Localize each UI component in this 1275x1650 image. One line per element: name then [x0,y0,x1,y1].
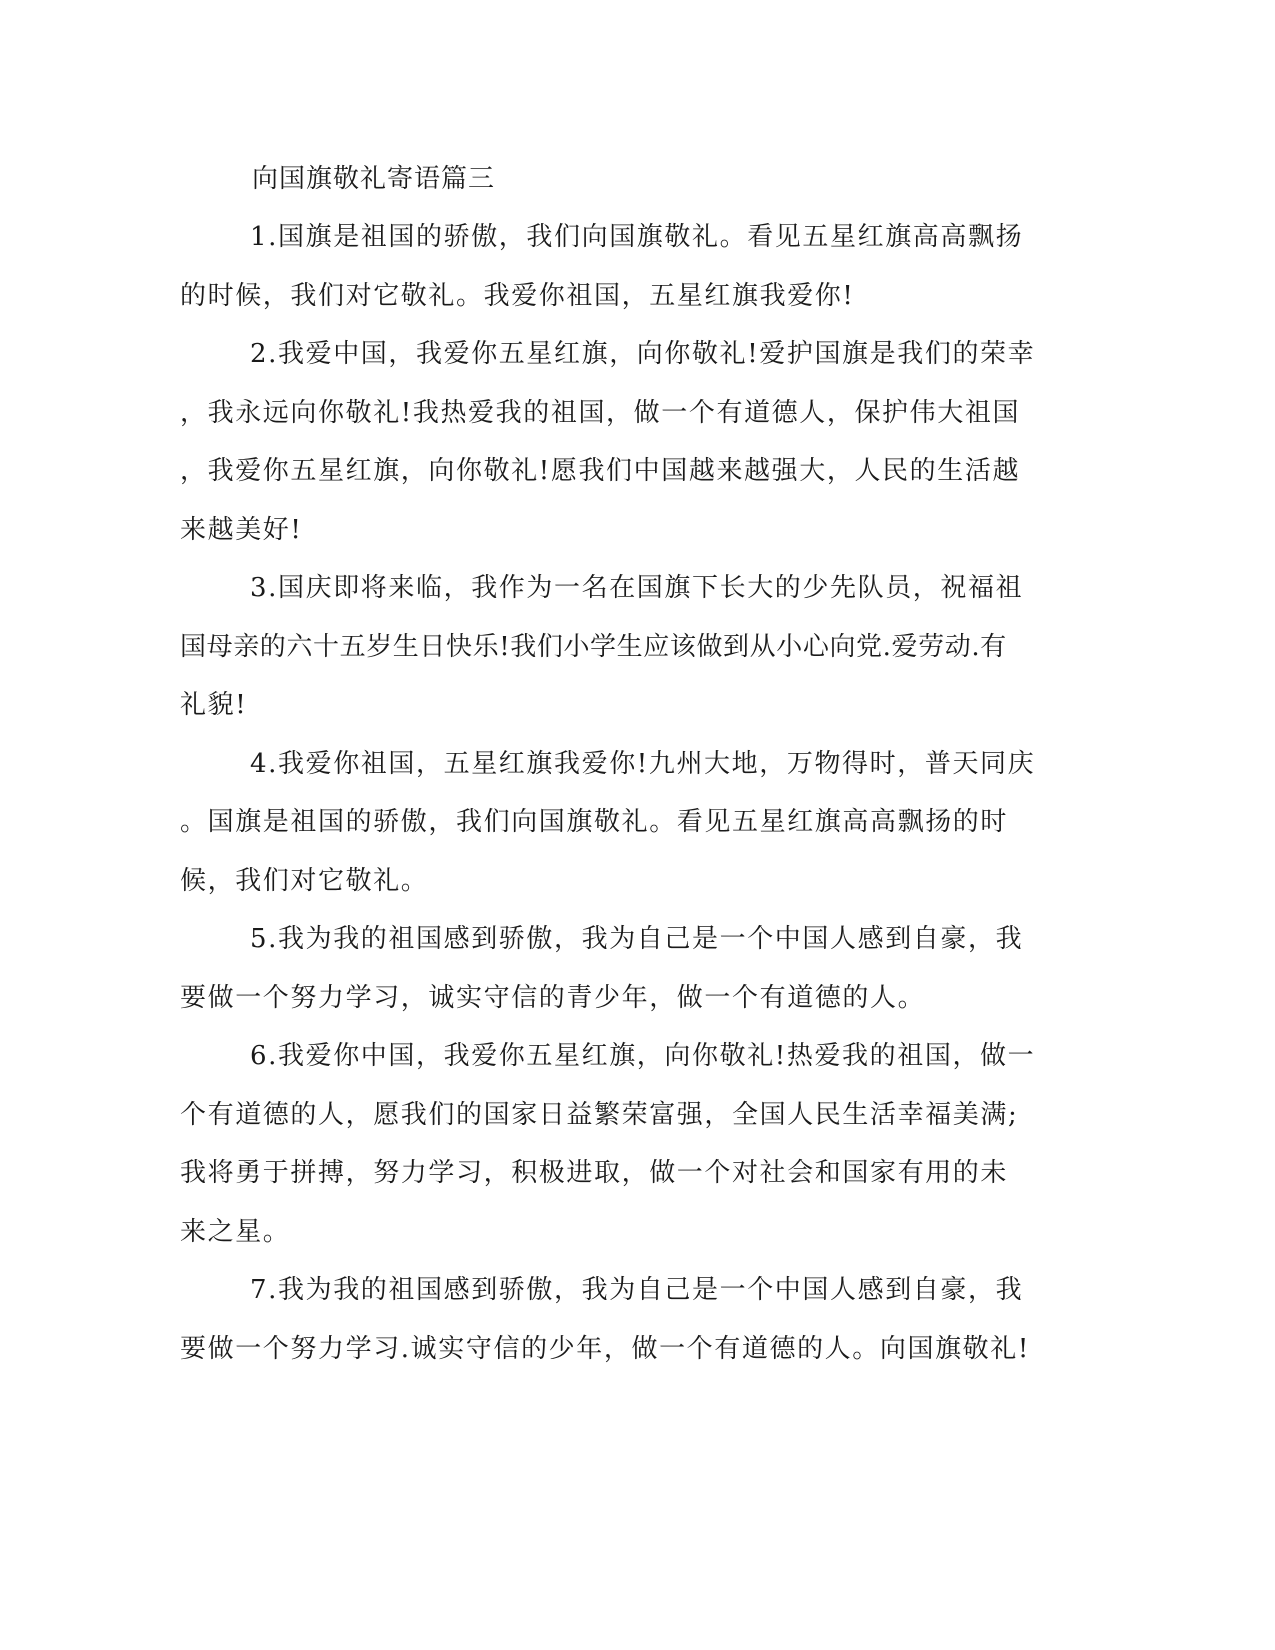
text-line: 3.国庆即将来临，我作为一名在国旗下长大的少先队员，祝福祖 [250,573,1024,603]
text-line: 国母亲的六十五岁生日快乐!我们小学生应该做到从小心向党.爱劳动.有 [180,631,1007,662]
text-line: ，我永远向你敬礼!我热爱我的祖国，做一个有道德人，保护伟大祖国 [180,397,1021,428]
text-line: 7.我为我的祖国感到骄傲，我为自己是一个中国人感到自豪，我 [250,1275,1024,1305]
text-line: 要做一个努力学习.诚实守信的少年，做一个有道德的人。向国旗敬礼! [180,1333,1030,1364]
text-line: 。国旗是祖国的骄傲，我们向国旗敬礼。看见五星红旗高高飘扬的时 [180,807,1009,837]
section-heading: 向国旗敬礼寄语篇三 [252,164,496,194]
paragraph-7 [180,1261,1040,1378]
text-line: 个有道德的人，愿我们的国家日益繁荣富强，全国人民生活幸福美满; [180,1099,1019,1130]
paragraph-3 [180,559,1040,735]
paragraph-5 [180,910,1040,1027]
text-line: 来之星。 [180,1216,291,1247]
paragraph-6 [180,1027,1040,1261]
text-line: 6.我爱你中国，我爱你五星红旗，向你敬礼!热爱我的祖国，做一 [250,1041,1036,1071]
paragraph-4 [180,735,1040,911]
text-line: 1.国旗是祖国的骄傲，我们向国旗敬礼。看见五星红旗高高飘扬 [250,222,1024,252]
text-line: 候，我们对它敬礼。 [180,865,429,896]
text-line: 5.我为我的祖国感到骄傲，我为自己是一个中国人感到自豪，我 [250,924,1024,954]
text-line: 2.我爱中国，我爱你五星红旗，向你敬礼!爱护国旗是我们的荣幸 [250,339,1036,369]
paragraph-2 [180,325,1040,559]
text-line: 的时候，我们对它敬礼。我爱你祖国，五星红旗我爱你! [180,280,855,311]
text-line: 我将勇于拼搏，努力学习，积极进取，做一个对社会和国家有用的未 [180,1158,1009,1188]
document-page [180,150,1040,1378]
text-line: 要做一个努力学习，诚实守信的青少年，做一个有道德的人。 [180,982,926,1013]
text-line: ，我爱你五星红旗，向你敬礼!愿我们中国越来越强大，人民的生活越 [180,456,1021,486]
text-line: 礼貌! [180,690,248,720]
text-line: 4.我爱你祖国，五星红旗我爱你!九州大地，万物得时，普天同庆 [250,748,1036,779]
document-body [180,208,1040,1378]
paragraph-1 [180,208,1040,325]
text-line: 来越美好! [180,514,303,545]
